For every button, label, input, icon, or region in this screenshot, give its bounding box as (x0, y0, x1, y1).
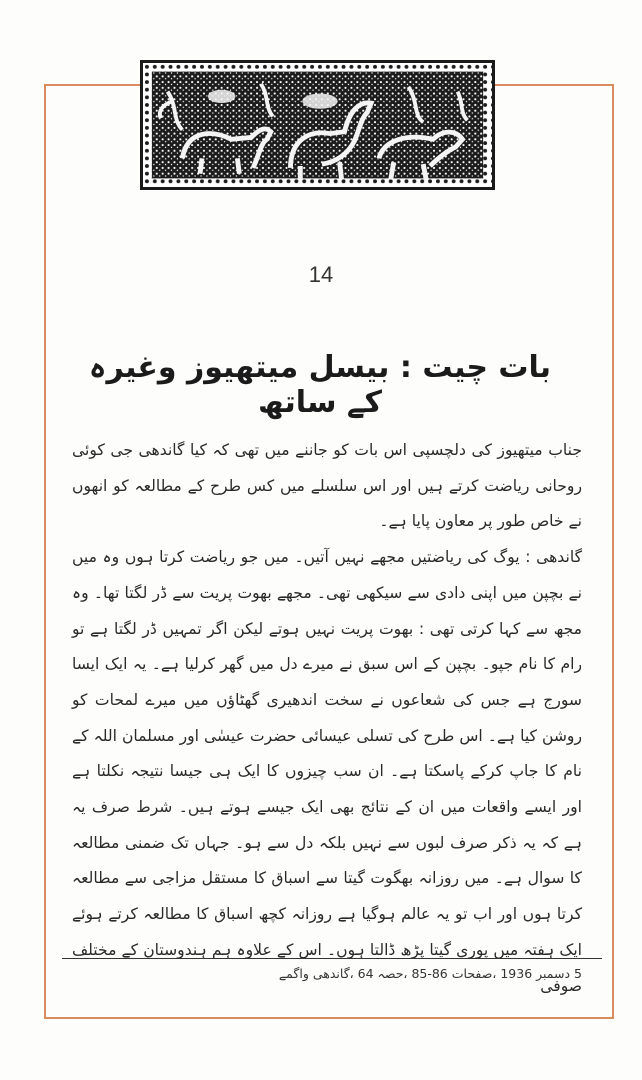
body-text (72, 433, 582, 1004)
ornament-header-image (140, 60, 495, 190)
chapter-title: بات چیت : بیسل میتھیوز وغیرہ کے ساتھ (88, 350, 552, 420)
footnote-divider (62, 958, 602, 959)
animal-frieze-icon (143, 63, 492, 187)
page-number: 14 (308, 262, 334, 287)
footnote: 5 دسمبر 1936 ،صفحات 86-85 ،حصہ 64 ،گاندھی واگمے (278, 966, 582, 981)
paragraph: گاندھی : یوگ کی ریاضتیں مجھے نہیں آتیں۔ میں جو ریاضت کرتا ہوں وہ میں نے بچپن میں اپنی دادی سے سیکھی تھی۔ مجھے بھوت پریت سے ڈر لگتا تھا۔ وہ مجھ سے کہا کرتی تھی : بھوت پریت نہیں ہوتے لیکن اگر تمہیں ڈر لگتا ہے تو رام کا نام جپو۔ بچپن کے اس سبق نے میرے دل میں گھر کرلیا ہے۔ یہ ایک ایسا سورج ہے جس کی شعاعوں نے سخت اندھیری گھٹاؤں میں میرے لمحات کو روشن کیا ہے۔ اس طرح کی تسلی عیسائی حضرت عیسٰی اور مسلمان اللہ کے نام کا جاپ کرکے پاسکتا ہے۔ ان سب چیزوں کا ایک ہی جیسا نتیجہ نکلتا ہے اور ایسے واقعات میں ان کے نتائج بھی ایک جیسے ہوتے ہیں۔ شرط صرف یہ ہے کہ یہ ذکر صرف لبوں سے نہیں بلکہ دل سے ہو۔ جہاں تک ضمنی مطالعہ کا سوال ہے۔ میں روزانہ بھگوت گیتا سے اسباق کا مستقل مزاجی سے مطالعہ کرتا ہوں اور اب تو یہ عالم ہوگیا ہے روزانہ کچھ اسباق کا مطالعہ کرتے ہوئے ایک ہفتہ میں پوری گیتا پڑھ ڈالتا ہوں۔ اس کے علاوہ ہم ہندوستان کے مختلف صوفی (72, 548, 582, 995)
paragraph: جناب میتھیوز کی دلچسپی اس بات کو جاننے میں تھی کہ کیا گاندھی جی کوئی روحانی ریاضت کرتے ہیں اور اس سلسلے میں کس طرح کے مطالعہ کو انھوں نے خاص طور پر معاون پایا ہے۔ (72, 441, 582, 531)
